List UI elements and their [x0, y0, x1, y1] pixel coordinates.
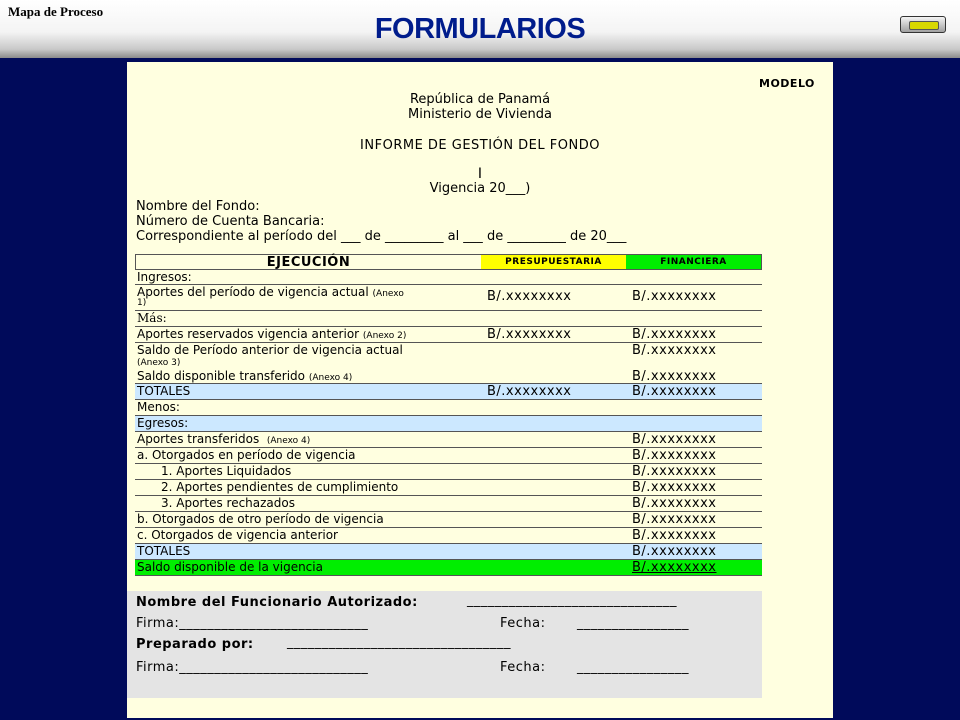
table-row: [135, 343, 762, 384]
row-desc: Aportes transferidos (Anexo 4): [137, 432, 311, 446]
vigencia-line: Vigencia 20___): [429, 181, 531, 196]
row-desc: Ingresos:: [137, 270, 192, 284]
row-desc: Menos:: [137, 400, 180, 414]
row-fin: B/.xxxxxxxx: [632, 327, 717, 342]
back-bar-icon: [909, 21, 939, 30]
funcionario-label: Nombre del Funcionario Autorizado:: [136, 595, 418, 610]
row-desc: Saldo disponible de la vigencia: [137, 560, 323, 574]
row-desc: a. Otorgados en período de vigencia: [137, 448, 356, 462]
row-fin: B/.xxxxxxxx: [632, 343, 717, 358]
table-row: [135, 311, 762, 327]
table-row: [135, 480, 762, 496]
modelo-label: MODELO: [759, 77, 815, 90]
table-row: [135, 544, 762, 560]
table-row: [135, 528, 762, 544]
row-desc-cont: 1): [137, 298, 147, 308]
row-fin: B/.xxxxxxxx: [632, 464, 717, 479]
back-button[interactable]: [900, 16, 946, 33]
signature-block: [127, 591, 762, 698]
row-fin-2: B/.xxxxxxxx: [632, 369, 717, 384]
firma-field-1[interactable]: Firma:___________________________: [136, 616, 369, 631]
row-desc-2: Saldo disponible transferido (Anexo 4): [137, 369, 353, 383]
fecha-line-2[interactable]: ________________: [577, 660, 689, 675]
preparado-label: Preparado por:: [136, 637, 254, 652]
row-fin: B/.xxxxxxxx: [632, 544, 717, 559]
ministerio-heading: Ministerio de Vivienda: [408, 107, 552, 122]
page-title: FORMULARIOS: [374, 13, 586, 45]
breadcrumb[interactable]: Mapa de Proceso: [8, 4, 104, 19]
periodo-field: Correspondiente al período del ___ de _________ al ___ de _________ de 20___: [136, 229, 627, 244]
header-presupuestaria: PRESUPUESTARIA: [481, 255, 626, 269]
roman-numeral: I: [477, 166, 483, 182]
fecha-label-2: Fecha:: [500, 660, 546, 675]
row-desc: Más:: [137, 311, 167, 325]
table-row: [135, 416, 762, 432]
table-row: [135, 384, 762, 400]
row-fin: B/.xxxxxxxx: [632, 289, 717, 304]
row-desc: 3. Aportes rechazados: [161, 496, 295, 510]
table-row: [135, 432, 762, 448]
row-desc: Saldo de Período anterior de vigencia actual: [137, 343, 403, 357]
row-pres: B/.xxxxxxxx: [487, 289, 572, 304]
row-desc: TOTALES: [137, 384, 191, 398]
header-ejecucion: EJECUCIÓN: [266, 255, 351, 270]
table-row: [135, 327, 762, 343]
row-desc: TOTALES: [137, 544, 191, 558]
cuenta-field: Número de Cuenta Bancaria:: [136, 214, 325, 229]
row-desc: 1. Aportes Liquidados: [161, 464, 292, 478]
table-row: [135, 512, 762, 528]
fondo-field: Nombre del Fondo:: [136, 199, 260, 214]
table-row: [135, 496, 762, 512]
row-desc: 2. Aportes pendientes de cumplimiento: [161, 480, 399, 494]
row-pres: B/.xxxxxxxx: [487, 327, 572, 342]
preparado-line[interactable]: ________________________________: [287, 635, 511, 650]
row-desc: Aportes del período de vigencia actual (Anexo: [137, 285, 404, 299]
table-row: [135, 560, 762, 576]
row-fin: B/.xxxxxxxx: [632, 480, 717, 495]
row-desc: c. Otorgados de vigencia anterior: [137, 528, 338, 542]
header-financiera: FINANCIERA: [626, 255, 761, 269]
row-fin: B/.xxxxxxxx: [632, 528, 717, 543]
table-row: [135, 270, 762, 285]
fecha-label-1: Fecha:: [500, 616, 546, 631]
republica-heading: República de Panamá: [409, 92, 551, 107]
table-row: [135, 464, 762, 480]
row-fin: B/.xxxxxxxx: [632, 560, 717, 575]
header-bar: [0, 0, 960, 58]
row-desc: Egresos:: [137, 416, 189, 430]
row-fin: B/.xxxxxxxx: [632, 496, 717, 511]
fecha-line-1[interactable]: ________________: [577, 616, 689, 631]
row-fin: B/.xxxxxxxx: [632, 448, 717, 463]
row-fin: B/.xxxxxxxx: [632, 432, 717, 447]
row-desc: b. Otorgados de otro período de vigencia: [137, 512, 384, 526]
row-fin: B/.xxxxxxxx: [632, 384, 717, 399]
table-row: [135, 285, 762, 311]
row-fin: B/.xxxxxxxx: [632, 512, 717, 527]
row-pres: B/.xxxxxxxx: [487, 384, 572, 399]
row-desc: Aportes reservados vigencia anterior (Anexo 2): [137, 327, 407, 341]
row-desc-cont: (Anexo 3): [137, 358, 181, 368]
informe-title: INFORME DE GESTIÓN DEL FONDO: [360, 138, 600, 153]
form-document: [127, 62, 833, 718]
table-row: [135, 400, 762, 416]
firma-field-2[interactable]: Firma:___________________________: [136, 660, 369, 675]
table-header: [135, 254, 762, 270]
table-row: [135, 448, 762, 464]
funcionario-line[interactable]: ______________________________: [467, 593, 677, 608]
